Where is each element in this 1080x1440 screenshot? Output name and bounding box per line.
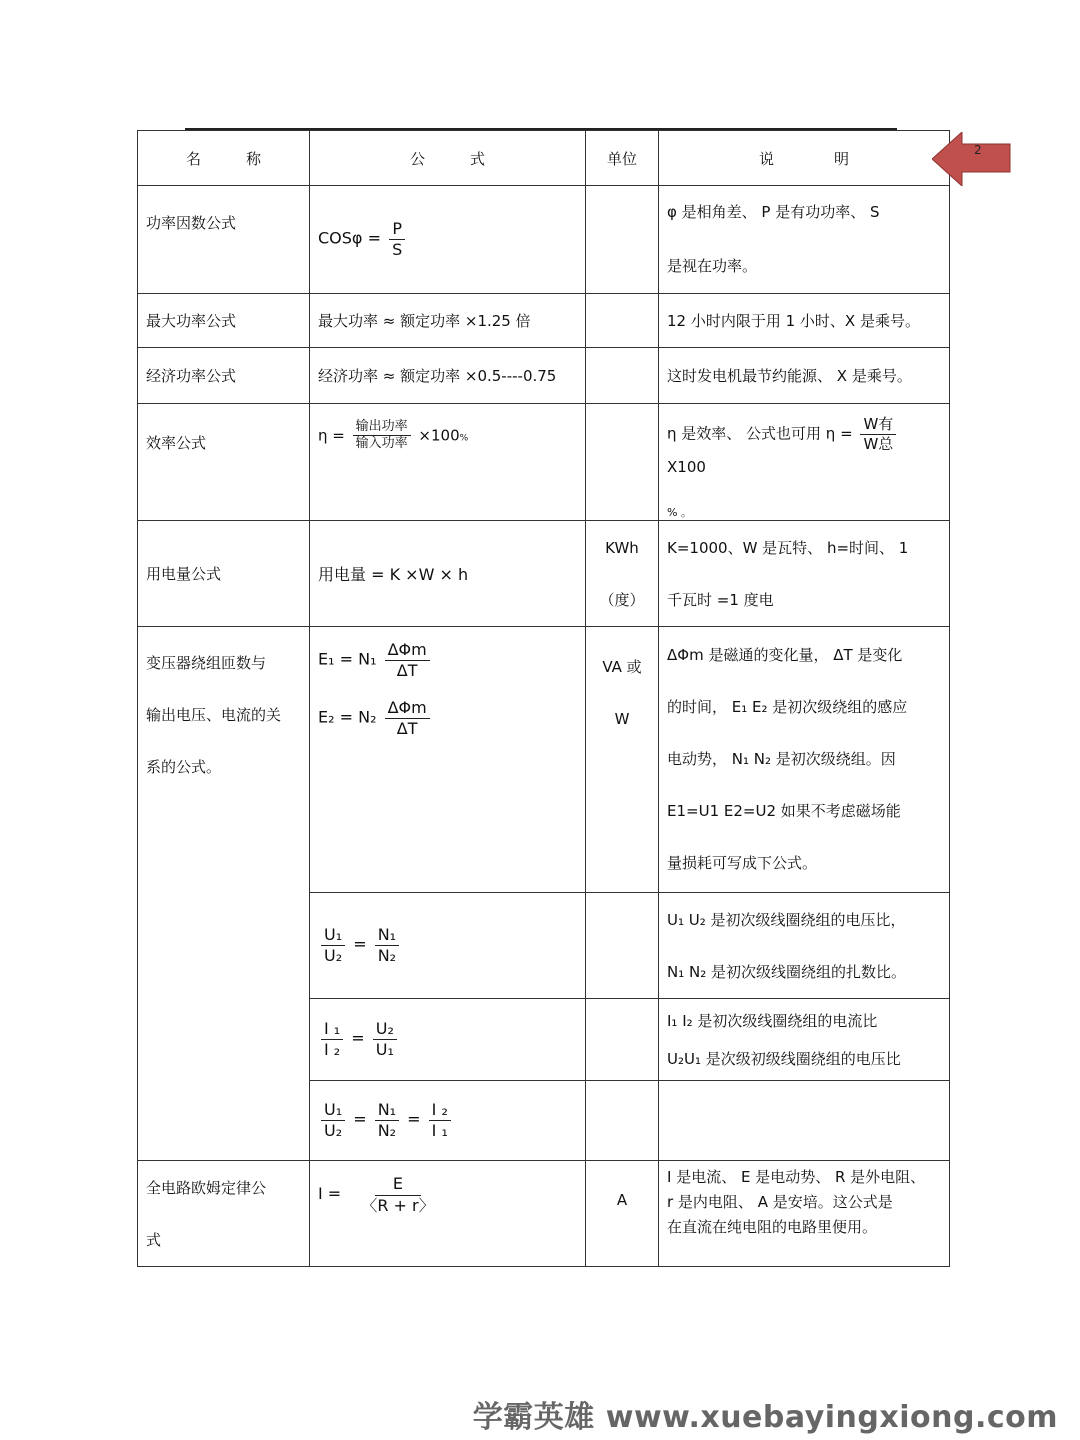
formula-lhs: E₂ = N₂	[318, 707, 377, 727]
page-marker-number: 2	[974, 143, 982, 157]
fraction	[358, 1175, 437, 1214]
denominator: S	[392, 240, 403, 259]
denominator: 输入功率	[355, 436, 408, 452]
numerator: N₁	[375, 1101, 399, 1121]
row-name: 效率公式	[138, 404, 310, 521]
denominator: I ₂	[324, 1040, 341, 1059]
fraction	[321, 1101, 345, 1139]
name-line: 系的公式。	[146, 758, 222, 776]
header-note: 说 明	[659, 131, 950, 186]
denominator: N₂	[377, 1121, 397, 1140]
row-name	[138, 627, 310, 1161]
denominator: U₁	[375, 1040, 394, 1059]
formula-tail: ×100	[418, 426, 460, 445]
fraction	[429, 1101, 451, 1139]
fraction	[389, 220, 405, 258]
unit-cell	[586, 521, 659, 627]
numerator: U₁	[321, 926, 345, 946]
unit-cell	[586, 893, 659, 999]
denominator: I ₁	[431, 1121, 448, 1140]
note-line: K=1000、W 是瓦特、 h=时间、 1	[667, 538, 909, 557]
note-cell: 这时发电机最节约能源、 X 是乘号。	[659, 348, 950, 404]
numerator: W有	[860, 416, 896, 435]
table-row	[138, 1161, 950, 1267]
percent-sign: %	[459, 433, 469, 444]
formula-cell: $\frac{\text{I ₁}}{\text{I ₂}}$ = $\frac{\text{U₂}}{\text{U₁}}$	[310, 999, 586, 1081]
page-marker-arrow-icon	[932, 132, 1012, 186]
unit-line: W	[614, 710, 630, 728]
formula-lhs: η =	[318, 426, 345, 445]
unit-cell	[586, 294, 659, 348]
note-line: 电动势， N₁ N₂ 是初次级绕组。因	[667, 750, 896, 768]
note-line: 的时间， E₁ E₂ 是初次级绕组的感应	[667, 698, 908, 716]
formula-lhs: E₁ = N₁	[318, 649, 377, 669]
note-line: 量损耗可写成下公式。	[667, 854, 818, 872]
name-line: 输出电压、电流的关	[146, 706, 282, 724]
note-cell	[659, 893, 950, 999]
numerator: ΔΦm	[385, 641, 430, 661]
table-row	[138, 404, 950, 521]
denominator: U₂	[324, 946, 343, 965]
row-name: 最大功率公式	[138, 294, 310, 348]
fraction	[385, 641, 430, 679]
note-line: 在直流在纯电阻的电路里便用。	[667, 1218, 878, 1236]
formula-lhs: I =	[318, 1184, 342, 1204]
fraction	[373, 1020, 397, 1058]
formula-cell	[310, 404, 586, 521]
row-name	[138, 1161, 310, 1267]
unit-cell	[586, 999, 659, 1081]
numerator: ΔΦm	[385, 699, 430, 719]
denominator: 〈R + r〉	[361, 1195, 435, 1215]
note-line: I₁ I₂ 是初次级线圈绕组的电流比	[667, 1011, 878, 1030]
header-unit: 单位	[586, 131, 659, 186]
name-line: 全电路欧姆定律公	[146, 1178, 267, 1197]
note-cell	[659, 404, 950, 521]
note-line: U₁ U₂ 是初次级线圈绕组的电压比，	[667, 910, 906, 929]
note-cell: 12 小时内限于用 1 小时、X 是乘号。	[659, 294, 950, 348]
note-text: X100	[667, 458, 706, 476]
note-line: 千瓦时 =1 度电	[667, 590, 774, 609]
table-row	[138, 348, 950, 404]
unit-cell	[586, 1081, 659, 1161]
fraction	[385, 699, 430, 737]
note-line: ΔΦm 是磁通的变化量， ΔT 是变化	[667, 646, 903, 664]
fraction	[353, 420, 411, 452]
numerator: N₁	[375, 926, 399, 946]
formula-cell: $\frac{\text{U₁}}{\text{U₂}}$ = $\frac{\text{N₁}}{\text{N₂}}$	[310, 893, 586, 999]
unit-cell	[586, 404, 659, 521]
denominator: N₂	[377, 946, 397, 965]
formula-cell: 最大功率 ≈ 额定功率 ×1.25 倍	[310, 294, 586, 348]
denominator: W总	[863, 434, 894, 453]
note-line: U₂U₁ 是次级初级线圈绕组的电压比	[667, 1049, 901, 1068]
header-row	[138, 131, 950, 186]
note-text: η 是效率、 公式也可用 η =	[667, 424, 853, 443]
note-line: φ 是相角差、 P 是有功功率、 S	[667, 203, 880, 221]
note-line: 是视在功率。	[667, 257, 758, 275]
numerator: I ₁	[321, 1020, 343, 1040]
note-cell	[659, 521, 950, 627]
note-line: % 。	[667, 506, 692, 519]
unit-line: KWh	[605, 538, 639, 557]
formula-table	[137, 130, 950, 1267]
fraction	[375, 1101, 399, 1139]
denominator: U₂	[324, 1121, 343, 1140]
row-name: 功率因数公式	[138, 186, 310, 294]
unit-cell	[586, 186, 659, 294]
formula-lhs: COSφ =	[318, 229, 381, 248]
note-cell	[659, 186, 950, 294]
unit-cell: A	[586, 1161, 659, 1267]
table-row	[138, 521, 950, 627]
note-line: r 是内电阻、 A 是安培。这公式是	[667, 1193, 893, 1211]
name-line: 变压器绕组匝数与	[146, 654, 267, 672]
fraction	[321, 1020, 343, 1058]
header-formula: 公 式	[310, 131, 586, 186]
note-line: E1=U1 E2=U2 如果不考虑磁场能	[667, 802, 901, 820]
formula-cell: $\frac{\text{U₁}}{\text{U₂}}$ = $\frac{\text{N₁}}{\text{N₂}}$ = $\frac{\text{I ₂}}{\text{I ₁}}$	[310, 1081, 586, 1161]
unit-cell	[586, 348, 659, 404]
numerator: U₂	[373, 1020, 397, 1040]
watermark: 学霸英雄 www.xuebayingxiong.com	[472, 1400, 1058, 1435]
fraction	[860, 416, 896, 452]
unit-line: （度）	[599, 590, 645, 609]
formula-cell: 用电量 = K ×W × h	[310, 521, 586, 627]
name-line: 式	[146, 1230, 162, 1249]
note-cell	[659, 1161, 950, 1267]
unit-line: VA 或	[602, 658, 642, 676]
denominator: ΔT	[396, 660, 418, 680]
table-row	[138, 627, 950, 893]
numerator: P	[389, 220, 405, 240]
numerator: I ₂	[429, 1101, 451, 1121]
unit-cell	[586, 627, 659, 893]
numerator: 输出功率	[353, 420, 411, 436]
formula-cell	[310, 627, 586, 893]
numerator: U₁	[321, 1101, 345, 1121]
fraction	[375, 926, 399, 964]
note-cell	[659, 627, 950, 893]
denominator: ΔT	[396, 718, 418, 738]
note-line: I 是电流、 E 是电动势、 R 是外电阻、	[667, 1168, 926, 1186]
header-name: 名 称	[138, 131, 310, 186]
table-row	[138, 186, 950, 294]
formula-cell: 经济功率 ≈ 额定功率 ×0.5----0.75	[310, 348, 586, 404]
row-name: 经济功率公式	[138, 348, 310, 404]
note-line: N₁ N₂ 是初次级线圈绕组的扎数比。	[667, 962, 907, 981]
row-name: 用电量公式	[138, 521, 310, 627]
numerator: E	[375, 1175, 421, 1196]
formula-cell	[310, 1161, 586, 1267]
fraction	[321, 926, 345, 964]
note-cell	[659, 999, 950, 1081]
table-row	[138, 294, 950, 348]
formula-cell	[310, 186, 586, 294]
note-cell	[659, 1081, 950, 1161]
